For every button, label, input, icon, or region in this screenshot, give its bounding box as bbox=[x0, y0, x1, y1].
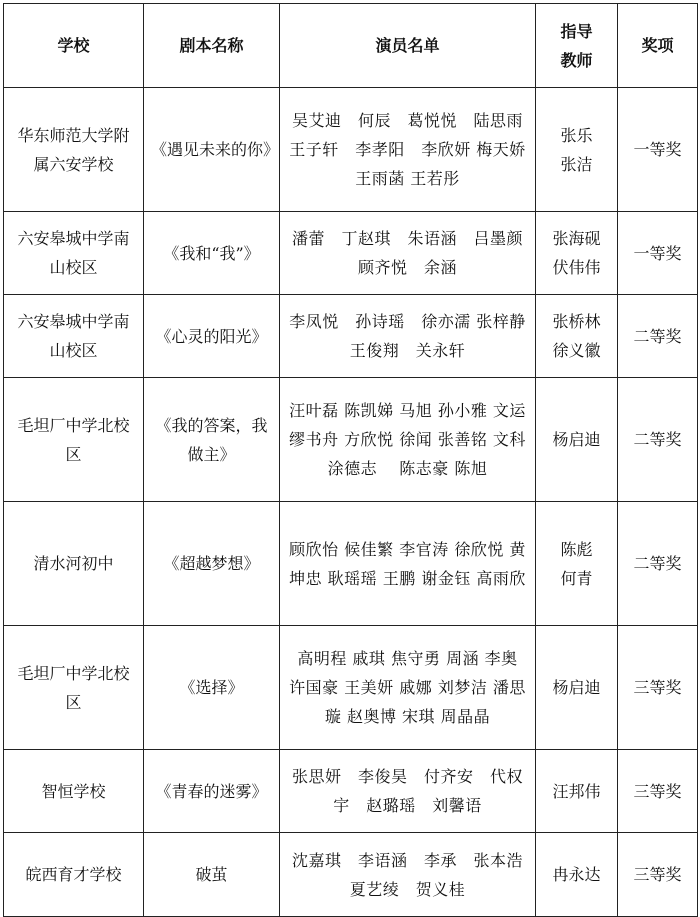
teacher-name: 杨启迪 bbox=[552, 678, 601, 697]
teacher-cell bbox=[536, 502, 618, 626]
teacher-cell bbox=[536, 378, 618, 502]
award-cell: 二等奖 bbox=[618, 378, 698, 502]
teacher-name: 杨启迪 bbox=[552, 430, 601, 449]
school-cell: 六安皋城中学南山校区 bbox=[4, 212, 144, 295]
actors-cell: 潘蕾 丁赵琪 朱语涵 吕墨颜 顾齐悦 余涵 bbox=[280, 212, 536, 295]
school-cell: 华东师范大学附属六安学校 bbox=[4, 88, 144, 212]
school-cell: 清水河初中 bbox=[4, 502, 144, 626]
award-cell: 一等奖 bbox=[618, 212, 698, 295]
actors-cell: 李凤悦 孙诗瑶 徐亦濡 张梓静 王俊翔 关永轩 bbox=[280, 295, 536, 378]
award-cell: 三等奖 bbox=[618, 833, 698, 917]
actors-cell: 顾欣怡 候佳繁 李官涛 徐欣悦 黄坤忠 耿瑶瑶 王鹏 谢金钰 高雨欣 bbox=[280, 502, 536, 626]
actors-cell: 高明程 戚琪 焦守勇 周涵 李奥 许国豪 王美妍 戚娜 刘梦洁 潘思璇 赵奥博 宋琪 周晶晶 bbox=[280, 626, 536, 750]
table-row bbox=[4, 750, 698, 833]
school-cell: 毛坦厂中学北校区 bbox=[4, 626, 144, 750]
script-cell: 《心灵的阳光》 bbox=[144, 295, 280, 378]
teacher-cell bbox=[536, 212, 618, 295]
award-cell: 三等奖 bbox=[618, 750, 698, 833]
teacher-cell bbox=[536, 626, 618, 750]
header-teacher-line1: 指导 bbox=[560, 21, 593, 41]
award-cell: 三等奖 bbox=[618, 626, 698, 750]
table-row bbox=[4, 88, 698, 212]
award-cell: 二等奖 bbox=[618, 295, 698, 378]
teacher-name: 张洁 bbox=[560, 154, 593, 174]
teacher-name: 何青 bbox=[560, 568, 593, 588]
script-cell: 《我的答案，我做主》 bbox=[144, 378, 280, 502]
teacher-cell bbox=[536, 88, 618, 212]
script-cell: 《选择》 bbox=[144, 626, 280, 750]
teacher-name: 张桥林 bbox=[552, 312, 601, 331]
school-cell: 六安皋城中学南山校区 bbox=[4, 295, 144, 378]
table-row bbox=[4, 626, 698, 750]
teacher-cell bbox=[536, 750, 618, 833]
award-cell: 一等奖 bbox=[618, 88, 698, 212]
header-award: 奖项 bbox=[618, 4, 698, 88]
teacher-cell bbox=[536, 833, 618, 917]
header-teacher-line2: 教师 bbox=[560, 50, 593, 70]
table-row bbox=[4, 833, 698, 917]
script-cell: 《超越梦想》 bbox=[144, 502, 280, 626]
teacher-name: 徐义徽 bbox=[552, 341, 601, 360]
school-cell: 毛坦厂中学北校区 bbox=[4, 378, 144, 502]
table-row bbox=[4, 295, 698, 378]
teacher-cell bbox=[536, 295, 618, 378]
table-row bbox=[4, 502, 698, 626]
table-row bbox=[4, 212, 698, 295]
teacher-name: 张海砚 bbox=[552, 229, 601, 248]
teacher-name: 汪邦伟 bbox=[552, 781, 601, 801]
script-cell: 破茧 bbox=[144, 833, 280, 917]
actors-cell: 张思妍 李俊昊 付齐安 代权宇 赵璐瑶 刘馨语 bbox=[280, 750, 536, 833]
header-script: 剧本名称 bbox=[144, 4, 280, 88]
script-cell: 《遇见未来的你》 bbox=[144, 88, 280, 212]
teacher-name: 张乐 bbox=[560, 125, 593, 145]
teacher-name: 伏伟伟 bbox=[552, 258, 601, 277]
header-actors: 演员名单 bbox=[280, 4, 536, 88]
awards-table bbox=[3, 3, 698, 917]
header-school: 学校 bbox=[4, 4, 144, 88]
actors-cell: 吴艾迪 何辰 葛悦悦 陆思雨 王子轩 李孝阳 李欣妍 梅天娇 王雨菡 王若彤 bbox=[280, 88, 536, 212]
script-cell: 《我和“我”》 bbox=[144, 212, 280, 295]
header-row bbox=[4, 4, 698, 88]
header-teacher bbox=[536, 4, 618, 88]
actors-cell: 沈嘉琪 李语涵 李承 张本浩 夏艺绫 贺义桂 bbox=[280, 833, 536, 917]
school-cell: 智恒学校 bbox=[4, 750, 144, 833]
actors-cell: 汪叶磊 陈凯娣 马旭 孙小雅 文运 缪书舟 方欣悦 徐闻 张善铭 文科 涂德志 陈志豪 陈旭 bbox=[280, 378, 536, 502]
table-row bbox=[4, 378, 698, 502]
teacher-name: 陈彪 bbox=[560, 539, 593, 559]
teacher-name: 冉永达 bbox=[552, 865, 601, 884]
award-cell: 二等奖 bbox=[618, 502, 698, 626]
script-cell: 《青春的迷雾》 bbox=[144, 750, 280, 833]
school-cell: 皖西育才学校 bbox=[4, 833, 144, 917]
